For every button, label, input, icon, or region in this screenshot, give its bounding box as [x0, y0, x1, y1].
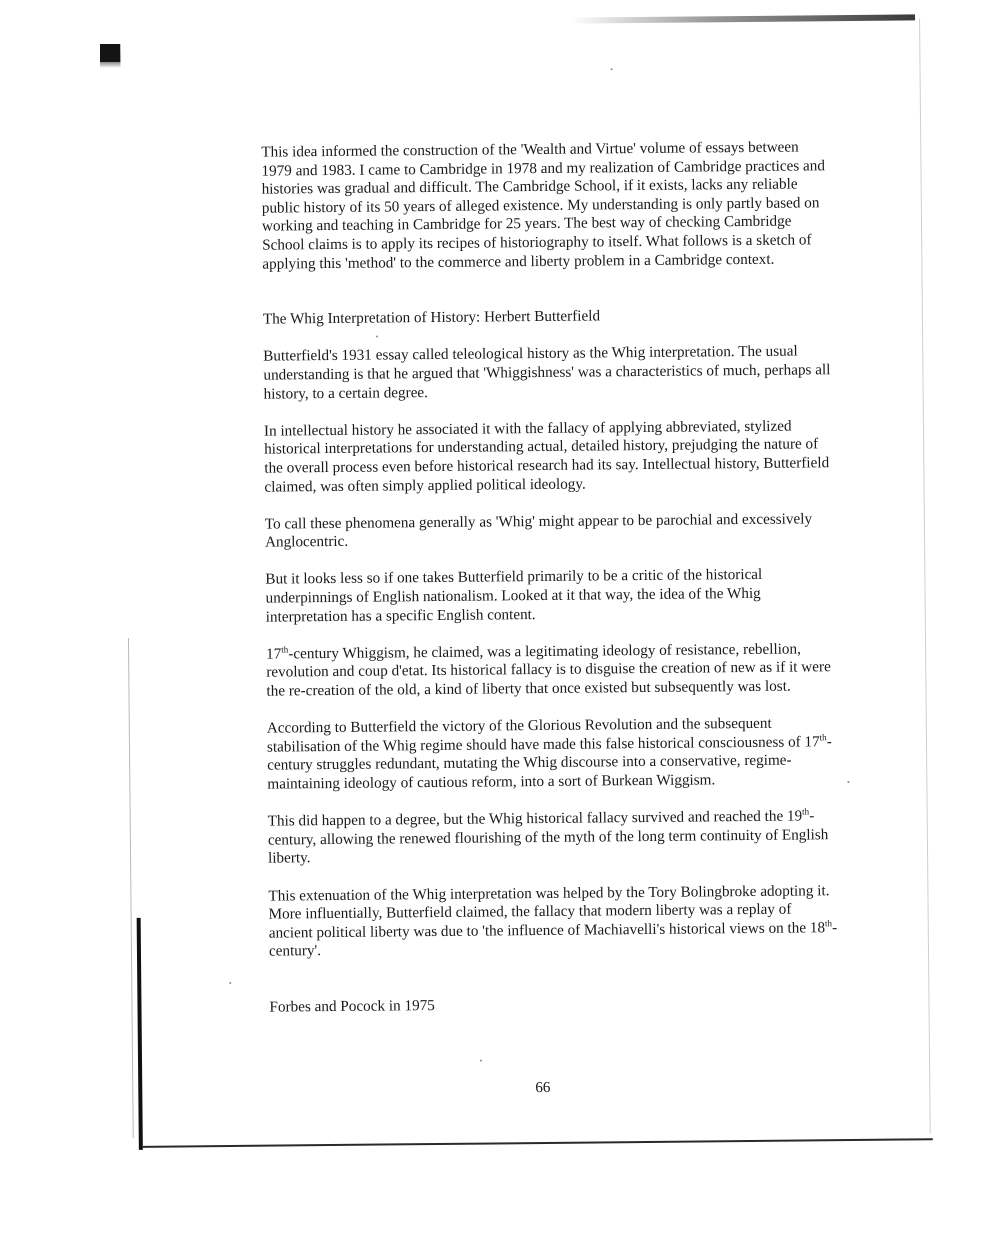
page-bottom-edge: [143, 1138, 933, 1148]
scan-speck: [611, 68, 613, 70]
p7-start: According to Butterfield the victory of the Glorious Revolution and the subsequent stabilisation of the Whig regime should have made this false historical consciousness of 17: [266, 714, 820, 756]
page-number: 66: [535, 1078, 551, 1097]
paragraph-3: In intellectual history he associated it with the fallacy of applying abbreviated, stylized historical interpretations for understanding actual, detailed history, prejudging the nature of the overall process even before historical research had its say. Intellectual history, Butterfield claimed, was often simply applied political ideology.: [263, 417, 830, 496]
paragraph-4: To call these phenomena generally as 'Whig' might appear to be parochial and excessively Anglocentric.: [264, 510, 813, 551]
p9-start: This extenuation of the Whig interpretation was helped by the Tory Bolingbroke adopting it. More influentially, Butterfield claimed, the fallacy that modern liberty was a replay of ancient political liberty was due to 'the influence of Machiavelli's historical views on the 18: [268, 881, 830, 942]
document-page: [120, 10, 931, 1166]
p8-start: This did happen to a degree, but the Whig historical fallacy survived and reached the 19: [267, 807, 803, 830]
scan-speck: [229, 982, 231, 984]
paragraph-6: [266, 640, 837, 701]
p6-superscript: th: [281, 644, 289, 655]
p8-superscript: th: [802, 806, 810, 817]
page-left-edge-faint: [128, 638, 134, 1138]
p7-superscript: th: [819, 732, 827, 743]
paragraph-7: [267, 714, 838, 794]
p6-start: 17: [266, 645, 282, 663]
p9-superscript: th: [824, 917, 833, 929]
paragraph-1: This idea informed the construction of the 'Wealth and Virtue' volume of essays between 1979 and 1983. I came to Cambridge in 1978 and my realization of Cambridge practices and histories was gradual and difficult. The Cambridge School, if it exists, lacks any reliable public history of its 50 years of alleged existence. My understanding is only partly based on working and teaching in Cambridge for 25 years. The best way of checking Cambridge School claims is to apply its recipes of historiography to itself. What follows is a sketch of applying this 'method' to the commerce and liberty problem in a Cambridge context.: [261, 138, 825, 273]
paragraph-5: But it looks less so if one takes Butterfield primarily to be a critic of the historical underpinnings of English nationalism. Looked at it that way, the idea of the Whig interpretation has a specific English content.: [265, 566, 763, 626]
page-right-edge: [919, 18, 931, 1133]
scan-speck: [480, 1060, 482, 1062]
paragraph-8: [268, 807, 839, 868]
section-heading-whig: The Whig Interpretation of History: Herbert Butterfield: [262, 307, 601, 328]
p7-rest: -century struggles redundant, mutating the Whig discourse into a conservative, regime-maintaining ideology of cautious reform, into a sort of Burkean Wiggism.: [267, 733, 832, 793]
paragraph-2: Butterfield's 1931 essay called teleological history as the Whig interpretation. The usual understanding is that he argued that 'Whiggishness' was a characteristics of much, perhaps all history, to a certain degree.: [263, 342, 831, 403]
p8-rest: -century, allowing the renewed flourishing of the myth of the long term continuity of English liberty.: [267, 807, 829, 867]
section-heading-forbes-pocock: Forbes and Pocock in 1975: [269, 996, 435, 1016]
page-left-edge: [137, 918, 143, 1150]
scan-speck: [376, 336, 378, 338]
p9-rest: -century'.: [268, 918, 838, 960]
scan-speck: [847, 781, 849, 783]
body-text: [261, 138, 840, 1036]
paragraph-9: [268, 882, 839, 962]
page-top-edge-shadow: [570, 14, 915, 23]
p6-rest: -century Whiggism, he claimed, was a legitimating ideology of resistance, rebellion, revolution and coup d'etat. Its historical fallacy is to disguise the creation of new as if it were the re-creation of the old, a kind of liberty that once existed but subsequently was lost.: [266, 640, 831, 700]
